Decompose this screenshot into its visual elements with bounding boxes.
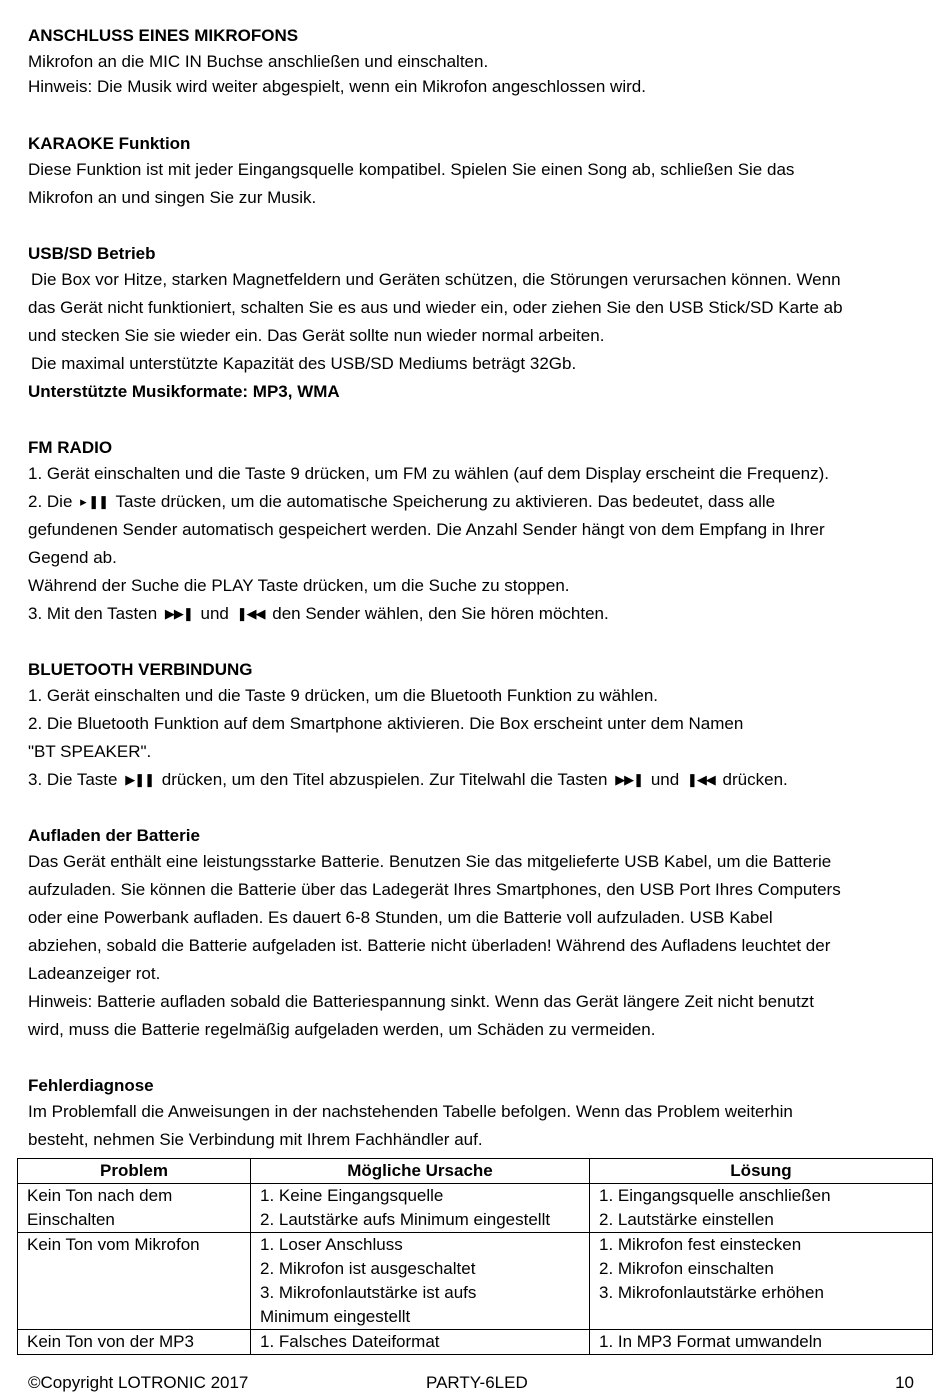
cell-line: Kein Ton von der MP3: [27, 1332, 194, 1351]
table-row: [18, 1233, 933, 1330]
paragraph-line: Die maximal unterstützte Kapazität des USB/SD Mediums beträgt 32Gb.: [31, 354, 577, 373]
cell-line: 2. Mikrofon ist ausgeschaltet: [260, 1259, 476, 1278]
section-title: Fehlerdiagnose: [28, 1076, 154, 1095]
model-name: PARTY-6LED: [426, 1373, 528, 1392]
cause-cell: [251, 1233, 590, 1330]
paragraph-line: 2. Die Bluetooth Funktion auf dem Smartphone aktivieren. Die Box erscheint unter dem Namen: [28, 714, 744, 733]
cause-cell: [251, 1184, 590, 1233]
section-fm-radio: [28, 436, 908, 628]
paragraph-line: 1. Gerät einschalten und die Taste 9 drücken, um die Bluetooth Funktion zu wählen.: [28, 686, 659, 705]
cell-line: Einschalten: [27, 1210, 115, 1229]
cell-line: Kein Ton nach dem: [27, 1186, 173, 1205]
paragraph-line: Das Gerät enthält eine leistungsstarke Batterie. Benutzen Sie das mitgelieferte USB Kabel, um die Batterie: [28, 852, 832, 871]
text-span: Taste drücken, um die automatische Speicherung zu aktivieren. Das bedeutet, dass alle: [115, 492, 776, 511]
text-span: und: [200, 604, 229, 623]
troubleshooting-table: [17, 1158, 933, 1355]
problem-cell: [18, 1330, 251, 1355]
paragraph-line: [28, 488, 908, 516]
solution-cell: [590, 1233, 933, 1330]
paragraph-line: Hinweis: Batterie aufladen sobald die Batteriespannung sinkt. Wenn das Gerät längere Zeit nicht benutzt: [28, 992, 814, 1011]
column-header-cause: Mögliche Ursache: [251, 1159, 590, 1184]
paragraph-line: aufzuladen. Sie können die Batterie über das Ladegerät Ihres Smartphones, den USB Port Ihres Computers: [28, 880, 841, 899]
cell-line: 1. Keine Eingangsquelle: [260, 1186, 444, 1205]
next-track-icon: ▶▶❚: [164, 606, 193, 621]
play-pause-icon: ▶❚❚: [125, 772, 154, 787]
paragraph-line: besteht, nehmen Sie Verbindung mit Ihrem Fachhändler auf.: [28, 1130, 483, 1149]
table-header-row: [18, 1159, 933, 1184]
column-header-solution: Lösung: [590, 1159, 933, 1184]
section-title: USB/SD Betrieb: [28, 244, 156, 263]
cell-line: 3. Mikrofonlautstärke erhöhen: [599, 1283, 824, 1302]
paragraph-line: Im Problemfall die Anweisungen in der nachstehenden Tabelle befolgen. Wenn das Problem weiterhin: [28, 1102, 793, 1121]
paragraph-line: Gegend ab.: [28, 548, 117, 567]
section-title: ANSCHLUSS EINES MIKROFONS: [28, 26, 299, 45]
text-span: den Sender wählen, den Sie hören möchten.: [272, 604, 609, 623]
text-span: drücken.: [722, 770, 788, 789]
text-span: 2. Die: [28, 492, 73, 511]
manual-page: [28, 24, 908, 1154]
paragraph-line: das Gerät nicht funktioniert, schalten Sie es aus und wieder ein, oder ziehen Sie den USB Stick/SD Karte ab: [28, 298, 843, 317]
cell-line: 1. Loser Anschluss: [260, 1235, 403, 1254]
cause-cell: [251, 1330, 590, 1355]
paragraph-line: [28, 600, 908, 628]
cell-line: 2. Lautstärke aufs Minimum eingestellt: [260, 1210, 551, 1229]
page-footer: [28, 1371, 922, 1395]
paragraph-line: Mikrofon an die MIC IN Buchse anschließen und einschalten.: [28, 52, 489, 71]
section-troubleshooting: [28, 1074, 908, 1154]
paragraph-line: 1. Gerät einschalten und die Taste 9 drücken, um FM zu wählen (auf dem Display erscheint die Frequenz).: [28, 464, 829, 483]
cell-line: 1. Mikrofon fest einstecken: [599, 1235, 802, 1254]
text-span: und: [650, 770, 680, 789]
paragraph-line: Diese Funktion ist mit jeder Eingangsquelle kompatibel. Spielen Sie einen Song ab, schließen Sie das: [28, 160, 795, 179]
section-karaoke: [28, 132, 908, 212]
paragraph-line: "BT SPEAKER".: [28, 742, 152, 761]
cell-line: 2. Mikrofon einschalten: [599, 1259, 774, 1278]
paragraph-line: Ladeanzeiger rot.: [28, 964, 161, 983]
text-span: drücken, um den Titel abzuspielen. Zur Titelwahl die Tasten: [161, 770, 608, 789]
cell-line: 2. Lautstärke einstellen: [599, 1210, 774, 1229]
text-span: 3. Die Taste: [28, 770, 118, 789]
cell-line: 3. Mikrofonlautstärke ist aufs: [260, 1283, 477, 1302]
column-header-problem: Problem: [18, 1159, 251, 1184]
paragraph-line: abziehen, sobald die Batterie aufgeladen ist. Batterie nicht überladen! Während des Aufladens leuchtet der: [28, 936, 831, 955]
paragraph-line: gefundenen Sender automatisch gespeichert werden. Die Anzahl Sender hängt von dem Empfang in Ihrer: [28, 520, 825, 539]
solution-cell: [590, 1330, 933, 1355]
copyright-text: ©Copyright LOTRONIC 2017: [28, 1373, 249, 1392]
paragraph-line: Mikrofon an und singen Sie zur Musik.: [28, 188, 317, 207]
section-title: FM RADIO: [28, 438, 113, 457]
section-title: Aufladen der Batterie: [28, 826, 200, 845]
section-battery: [28, 824, 908, 1044]
paragraph-line: Hinweis: Die Musik wird weiter abgespielt, wenn ein Mikrofon angeschlossen wird.: [28, 77, 646, 96]
cell-line: Minimum eingestellt: [260, 1307, 411, 1326]
cell-line: 1. Falsches Dateiformat: [260, 1332, 440, 1351]
solution-cell: [590, 1184, 933, 1233]
paragraph-line: oder eine Powerbank aufladen. Es dauert 6-8 Stunden, um die Batterie voll aufzuladen. USB Kabel: [28, 908, 773, 927]
paragraph-line: [28, 766, 908, 794]
cell-line: Kein Ton vom Mikrofon: [27, 1235, 200, 1254]
paragraph-line: Während der Suche die PLAY Taste drücken, um die Suche zu stoppen.: [28, 576, 570, 595]
section-bluetooth: [28, 658, 908, 794]
section-microphone: [28, 24, 908, 98]
paragraph-line: wird, muss die Batterie regelmäßig aufgeladen werden, um Schäden zu vermeiden.: [28, 1020, 656, 1039]
play-pause-icon: ▸ ❚❚: [80, 494, 109, 509]
problem-cell: [18, 1233, 251, 1330]
section-title: KARAOKE Funktion: [28, 134, 191, 153]
supported-formats: Unterstützte Musikformate: MP3, WMA: [28, 382, 340, 401]
paragraph-line: und stecken Sie sie wieder ein. Das Gerät sollte nun wieder normal arbeiten.: [28, 326, 605, 345]
problem-cell: [18, 1184, 251, 1233]
text-span: 3. Mit den Tasten: [28, 604, 158, 623]
cell-line: 1. Eingangsquelle anschließen: [599, 1186, 831, 1205]
cell-line: 1. In MP3 Format umwandeln: [599, 1332, 822, 1351]
page-number: 10: [895, 1373, 914, 1392]
next-track-icon: ▶▶❚: [615, 772, 644, 787]
previous-track-icon: ❚◀◀: [686, 772, 715, 787]
table-row: [18, 1330, 933, 1355]
paragraph-line: Die Box vor Hitze, starken Magnetfeldern und Geräten schützen, die Störungen verursachen können. Wenn: [31, 270, 841, 289]
section-usb-sd: [28, 242, 908, 406]
section-title: BLUETOOTH VERBINDUNG: [28, 660, 253, 679]
previous-track-icon: ❚◀◀: [236, 606, 265, 621]
table-row: [18, 1184, 933, 1233]
